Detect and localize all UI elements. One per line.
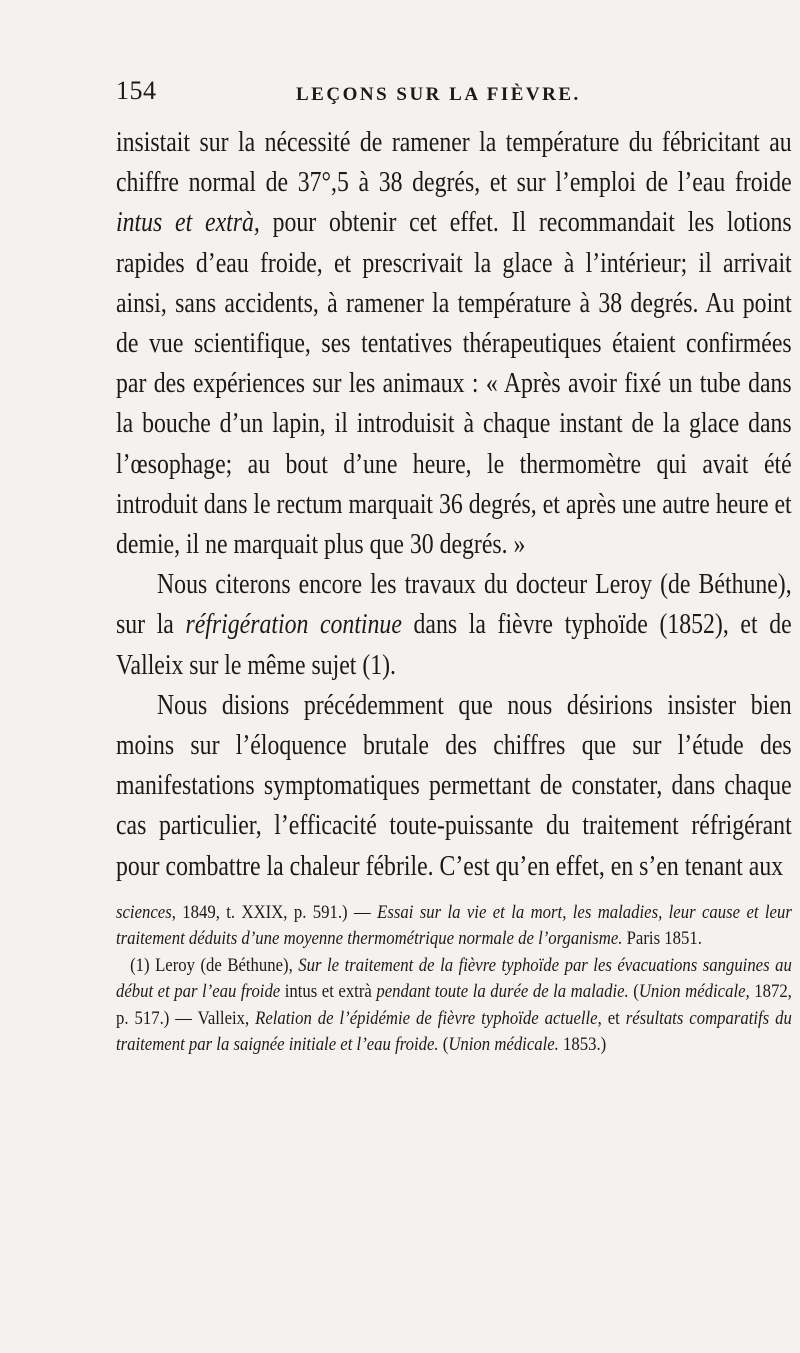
- book-page: [116, 70, 792, 886]
- running-title: LEÇONS SUR LA FIÈVRE.: [296, 84, 581, 105]
- paragraph-1-text-b: pour obtenir cet effet. Il recommandait les lotions rapides d’eau froide, et prescrivait la glace à l’intérieur; il arrivait ainsi, sans accidents, à ramener la température à 38 degrés. Au point de vue scientifique, ses tentatives thérapeutiques étaient confirmées par des expériences sur les animaux : « Après avoir fixé un tube dans la bouche d’un lapin, il introduisit à chaque instant de la glace dans l’œsophage; au bout d’une heure, le thermomètre qui avait été introduit dans le rectum marquait 36 degrés, et après une autre heure et demie, il ne marquait plus que 30 degrés. »: [116, 206, 792, 561]
- paragraph-2: [116, 564, 792, 685]
- footnote-1-italic-c: Union médicale,: [638, 981, 750, 1003]
- paragraph-2-italic: réfrigération continue: [185, 608, 402, 641]
- footnote-continued: [116, 900, 792, 953]
- main-text: [116, 122, 792, 886]
- paragraph-1: [116, 122, 792, 564]
- footnote-1-text-a: (1) Leroy (de Béthune),: [130, 954, 299, 976]
- footnote-1-text-b: intus et extrà: [280, 981, 377, 1003]
- footnote-continued-text-a: , 1849, t. XXIX, p. 591.) —: [171, 902, 378, 923]
- running-head: [116, 70, 792, 122]
- paragraph-1-italic: intus et extrà,: [116, 206, 260, 239]
- footnote-1: [116, 953, 792, 1059]
- footnote-1-italic-a: Sur le traitement de la fièvre typhoïde par les évacuations sanguines au début et par l’eau froide: [116, 954, 792, 1003]
- footnote-1-italic-e: résultats comparatifs du traitement par la saignée initiale et l’eau froide.: [116, 1007, 792, 1056]
- page-number: 154: [116, 76, 157, 105]
- footnote-1-text-c: (: [628, 981, 639, 1003]
- paragraph-2-text-b: dans la fièvre typhoïde (1852), et de Valleix sur le même sujet (1).: [116, 608, 792, 681]
- footnote-1-italic-f: Union médicale.: [448, 1034, 559, 1056]
- footnote-1-text-f: (: [438, 1034, 449, 1056]
- footnote-1-italic-d: Relation de l’épidémie de fièvre typhoïde actuelle: [255, 1007, 598, 1029]
- footnotes: [116, 900, 792, 1058]
- footnote-continued-italic-b: Essai sur la vie et la mort, les maladies, leur cause et leur traitement déduits d’une moyenne thermométrique normale de l’organisme.: [116, 902, 792, 950]
- footnote-1-text-e: , et: [597, 1007, 626, 1029]
- footnote-1-text-d: 1872, p. 517.) — Valleix,: [116, 981, 792, 1029]
- paragraph-3: Nous disions précédemment que nous désirions insister bien moins sur l’éloquence brutale des chiffres que sur l’étude des manifestations symptomatiques permettant de constater, dans chaque cas particulier, l’efficacité toute-puissante du traitement réfrigérant pour combattre la chaleur fébrile. C’est qu’en effet, en s’en tenant aux: [116, 688, 792, 882]
- footnote-1-text-g: 1853.): [558, 1034, 607, 1056]
- footnote-continued-italic-a: sciences: [116, 902, 172, 923]
- paragraph-2-text-a: Nous citerons encore les travaux du docteur Leroy (de Béthune), sur la: [116, 568, 792, 641]
- footnote-continued-text-b: Paris 1851.: [622, 928, 702, 950]
- paragraph-1-text-a: insistait sur la nécessité de ramener la température du fébricitant au chiffre normal de 37°,5 à 38 degrés, et sur l’emploi de l’eau froide: [116, 126, 792, 199]
- footnote-1-italic-b: pendant toute la durée de la maladie.: [376, 981, 629, 1003]
